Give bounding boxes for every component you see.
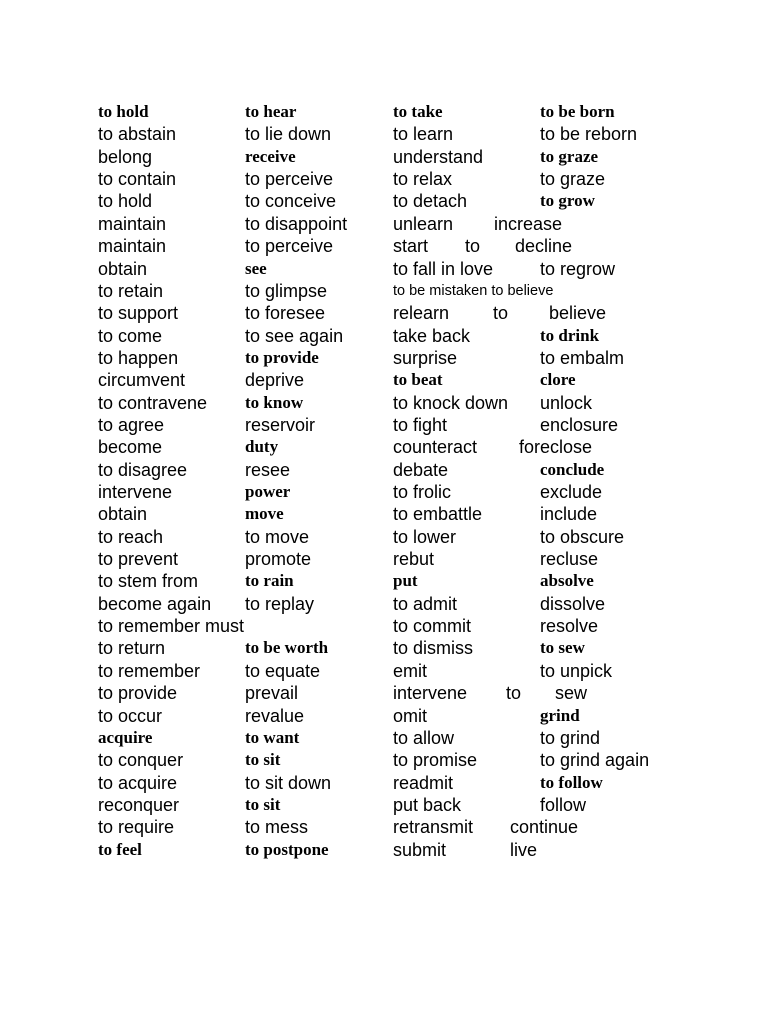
word-entry: foreclose [519,437,593,458]
word-entry: to be reborn [540,124,638,145]
word-entry: to retain [98,280,164,301]
word-entry: move [245,504,284,524]
word-entry: to sit down [245,772,332,793]
word-entry: maintain [98,236,167,257]
word-entry: to beat [393,370,443,390]
word-entry: follow [540,794,587,815]
word-row [0,302,768,324]
word-entry: to be worth [245,638,329,658]
word-entry: to [465,236,481,257]
word-entry: live [510,839,538,860]
word-entry: to [493,303,509,324]
word-entry: to take [393,102,443,121]
word-entry: to feel [98,839,142,859]
word-row [0,548,768,570]
word-entry: to allow [393,727,455,748]
word-row [0,615,768,637]
word-entry: receive [245,146,296,166]
word-row [0,235,768,257]
word-entry: to abstain [98,124,177,145]
word-entry: dissolve [540,593,606,614]
word-entry: to fall in love [393,258,494,279]
word-row [0,794,768,816]
word-entry: understand [393,146,484,167]
word-entry: put [393,571,418,591]
word-entry: to perceive [245,236,334,257]
word-row [0,459,768,481]
word-entry: to disagree [98,459,188,480]
word-entry: to promise [393,750,478,771]
word-entry: to conquer [98,750,184,771]
word-entry: obtain [98,258,148,279]
word-entry: to knock down [393,392,509,413]
word-entry: to contain [98,169,177,190]
word-row [0,526,768,548]
word-row [0,570,768,592]
word-entry: to graze [540,146,599,166]
word-entry: to grind [540,727,601,748]
word-entry: to lie down [245,124,332,145]
word-entry: unlearn [393,213,454,234]
word-entry: to relax [393,169,453,190]
word-entry: to replay [245,593,315,614]
word-entry: to move [245,526,310,547]
word-entry: to remember must [98,616,245,637]
word-entry: acquire [98,727,153,747]
word-entry: to return [98,638,166,659]
word-entry: enclosure [540,414,619,435]
word-row [0,392,768,414]
word-entry: exclude [540,482,603,502]
word-row [0,414,768,436]
word-row [0,190,768,212]
word-row [0,347,768,369]
word-row [0,101,768,123]
word-entry: to hear [245,102,297,121]
word-entry: become [98,437,163,458]
word-row [0,325,768,347]
word-entry: to occur [98,705,163,726]
word-entry: absolve [540,571,594,591]
word-entry: recluse [540,549,599,569]
word-row [0,749,768,771]
word-row [0,705,768,727]
word-entry: to learn [393,124,454,145]
word-entry: conclude [540,459,605,479]
word-entry: to agree [98,414,165,435]
word-entry: to dismiss [393,638,474,659]
word-entry: to be born [540,102,615,121]
word-entry: resee [245,459,291,480]
word-entry: to fight [393,414,448,435]
word-entry: to mess [245,817,309,838]
word-entry: to want [245,727,300,747]
word-entry: to sit [245,750,281,770]
word-row [0,436,768,458]
word-entry: to postpone [245,839,329,859]
word-row [0,369,768,391]
word-entry: to unpick [540,660,613,681]
word-entry: to grind again [540,750,650,771]
word-entry: submit [393,839,447,860]
word-entry: circumvent [98,370,186,391]
word-entry: to [506,683,522,704]
word-entry: to embalm [540,347,625,368]
word-entry: to detach [393,191,468,212]
word-row [0,727,768,749]
word-entry: to equate [245,660,321,681]
word-entry: start [393,236,429,257]
word-entry: to provide [98,683,178,704]
word-entry: to come [98,325,163,346]
word-entry: intervene [98,482,173,502]
word-entry: to rain [245,571,294,591]
word-entry: put back [393,794,462,815]
word-entry: promote [245,549,312,569]
word-row [0,816,768,838]
word-entry: obtain [98,504,148,525]
word-entry: rebut [393,549,435,569]
word-entry: become again [98,593,212,614]
word-entry: to happen [98,347,179,368]
word-entry: to lower [393,526,457,547]
word-entry: to glimpse [245,280,328,301]
word-entry: unlock [540,392,593,413]
word-entry: take back [393,325,471,346]
word-entry: to see again [245,325,344,346]
word-entry: to be mistaken to believe [393,282,554,299]
word-entry: intervene [393,683,468,704]
word-row [0,637,768,659]
word-entry: retransmit [393,817,474,838]
word-entry: debate [393,459,449,480]
word-entry: maintain [98,213,167,234]
word-entry: to perceive [245,169,334,190]
word-entry: sew [555,683,588,704]
word-entry: to obscure [540,526,625,547]
word-row [0,503,768,525]
word-entry: surprise [393,347,458,368]
word-entry: clore [540,370,576,390]
word-entry: to contravene [98,392,208,413]
word-row [0,682,768,704]
word-entry: relearn [393,303,450,324]
word-entry: to graze [540,169,606,190]
word-row [0,839,768,861]
word-entry: to sew [540,638,585,658]
word-entry: to follow [540,772,603,792]
word-entry: resolve [540,616,599,637]
word-entry: continue [510,817,579,838]
word-entry: power [245,482,291,501]
word-entry: to regrow [540,258,616,279]
word-row [0,168,768,190]
word-entry: to commit [393,616,472,637]
word-entry: readmit [393,772,454,793]
word-entry: include [540,504,598,525]
word-entry: reconquer [98,794,180,815]
word-entry: to sit [245,794,281,814]
word-entry: increase [494,213,563,234]
word-entry: believe [549,303,607,324]
word-entry: to frolic [393,482,452,502]
word-entry: omit [393,705,428,726]
word-entry: grind [540,705,580,725]
word-entry: to provide [245,347,319,367]
word-entry: to drink [540,325,600,345]
word-row [0,258,768,280]
word-entry: see [245,258,267,278]
word-row [0,146,768,168]
word-entry: revalue [245,705,305,726]
word-entry: decline [515,236,573,257]
word-row [0,123,768,145]
word-entry: to stem from [98,571,199,592]
word-row [0,593,768,615]
word-row [0,660,768,682]
word-entry: to remember [98,660,201,681]
word-entry: to admit [393,593,458,614]
word-entry: to acquire [98,772,178,793]
word-entry: prevail [245,683,299,704]
word-entry: to embattle [393,504,483,525]
word-row [0,213,768,235]
word-entry: emit [393,660,428,681]
word-entry: to disappoint [245,213,348,234]
word-entry: deprive [245,370,305,391]
word-entry: belong [98,146,153,167]
word-row [0,481,768,503]
word-row [0,772,768,794]
word-entry: to hold [98,102,149,121]
word-entry: to conceive [245,191,337,212]
word-entry: to grow [540,191,595,211]
word-entry: to hold [98,191,153,212]
word-entry: counteract [393,437,478,458]
word-row [0,280,768,302]
word-entry: duty [245,437,279,457]
word-entry: to reach [98,526,164,547]
word-entry: to prevent [98,549,179,569]
word-entry: to require [98,817,175,838]
word-entry: to know [245,392,304,412]
word-entry: reservoir [245,414,316,435]
word-entry: to support [98,303,179,324]
word-entry: to foresee [245,303,326,324]
